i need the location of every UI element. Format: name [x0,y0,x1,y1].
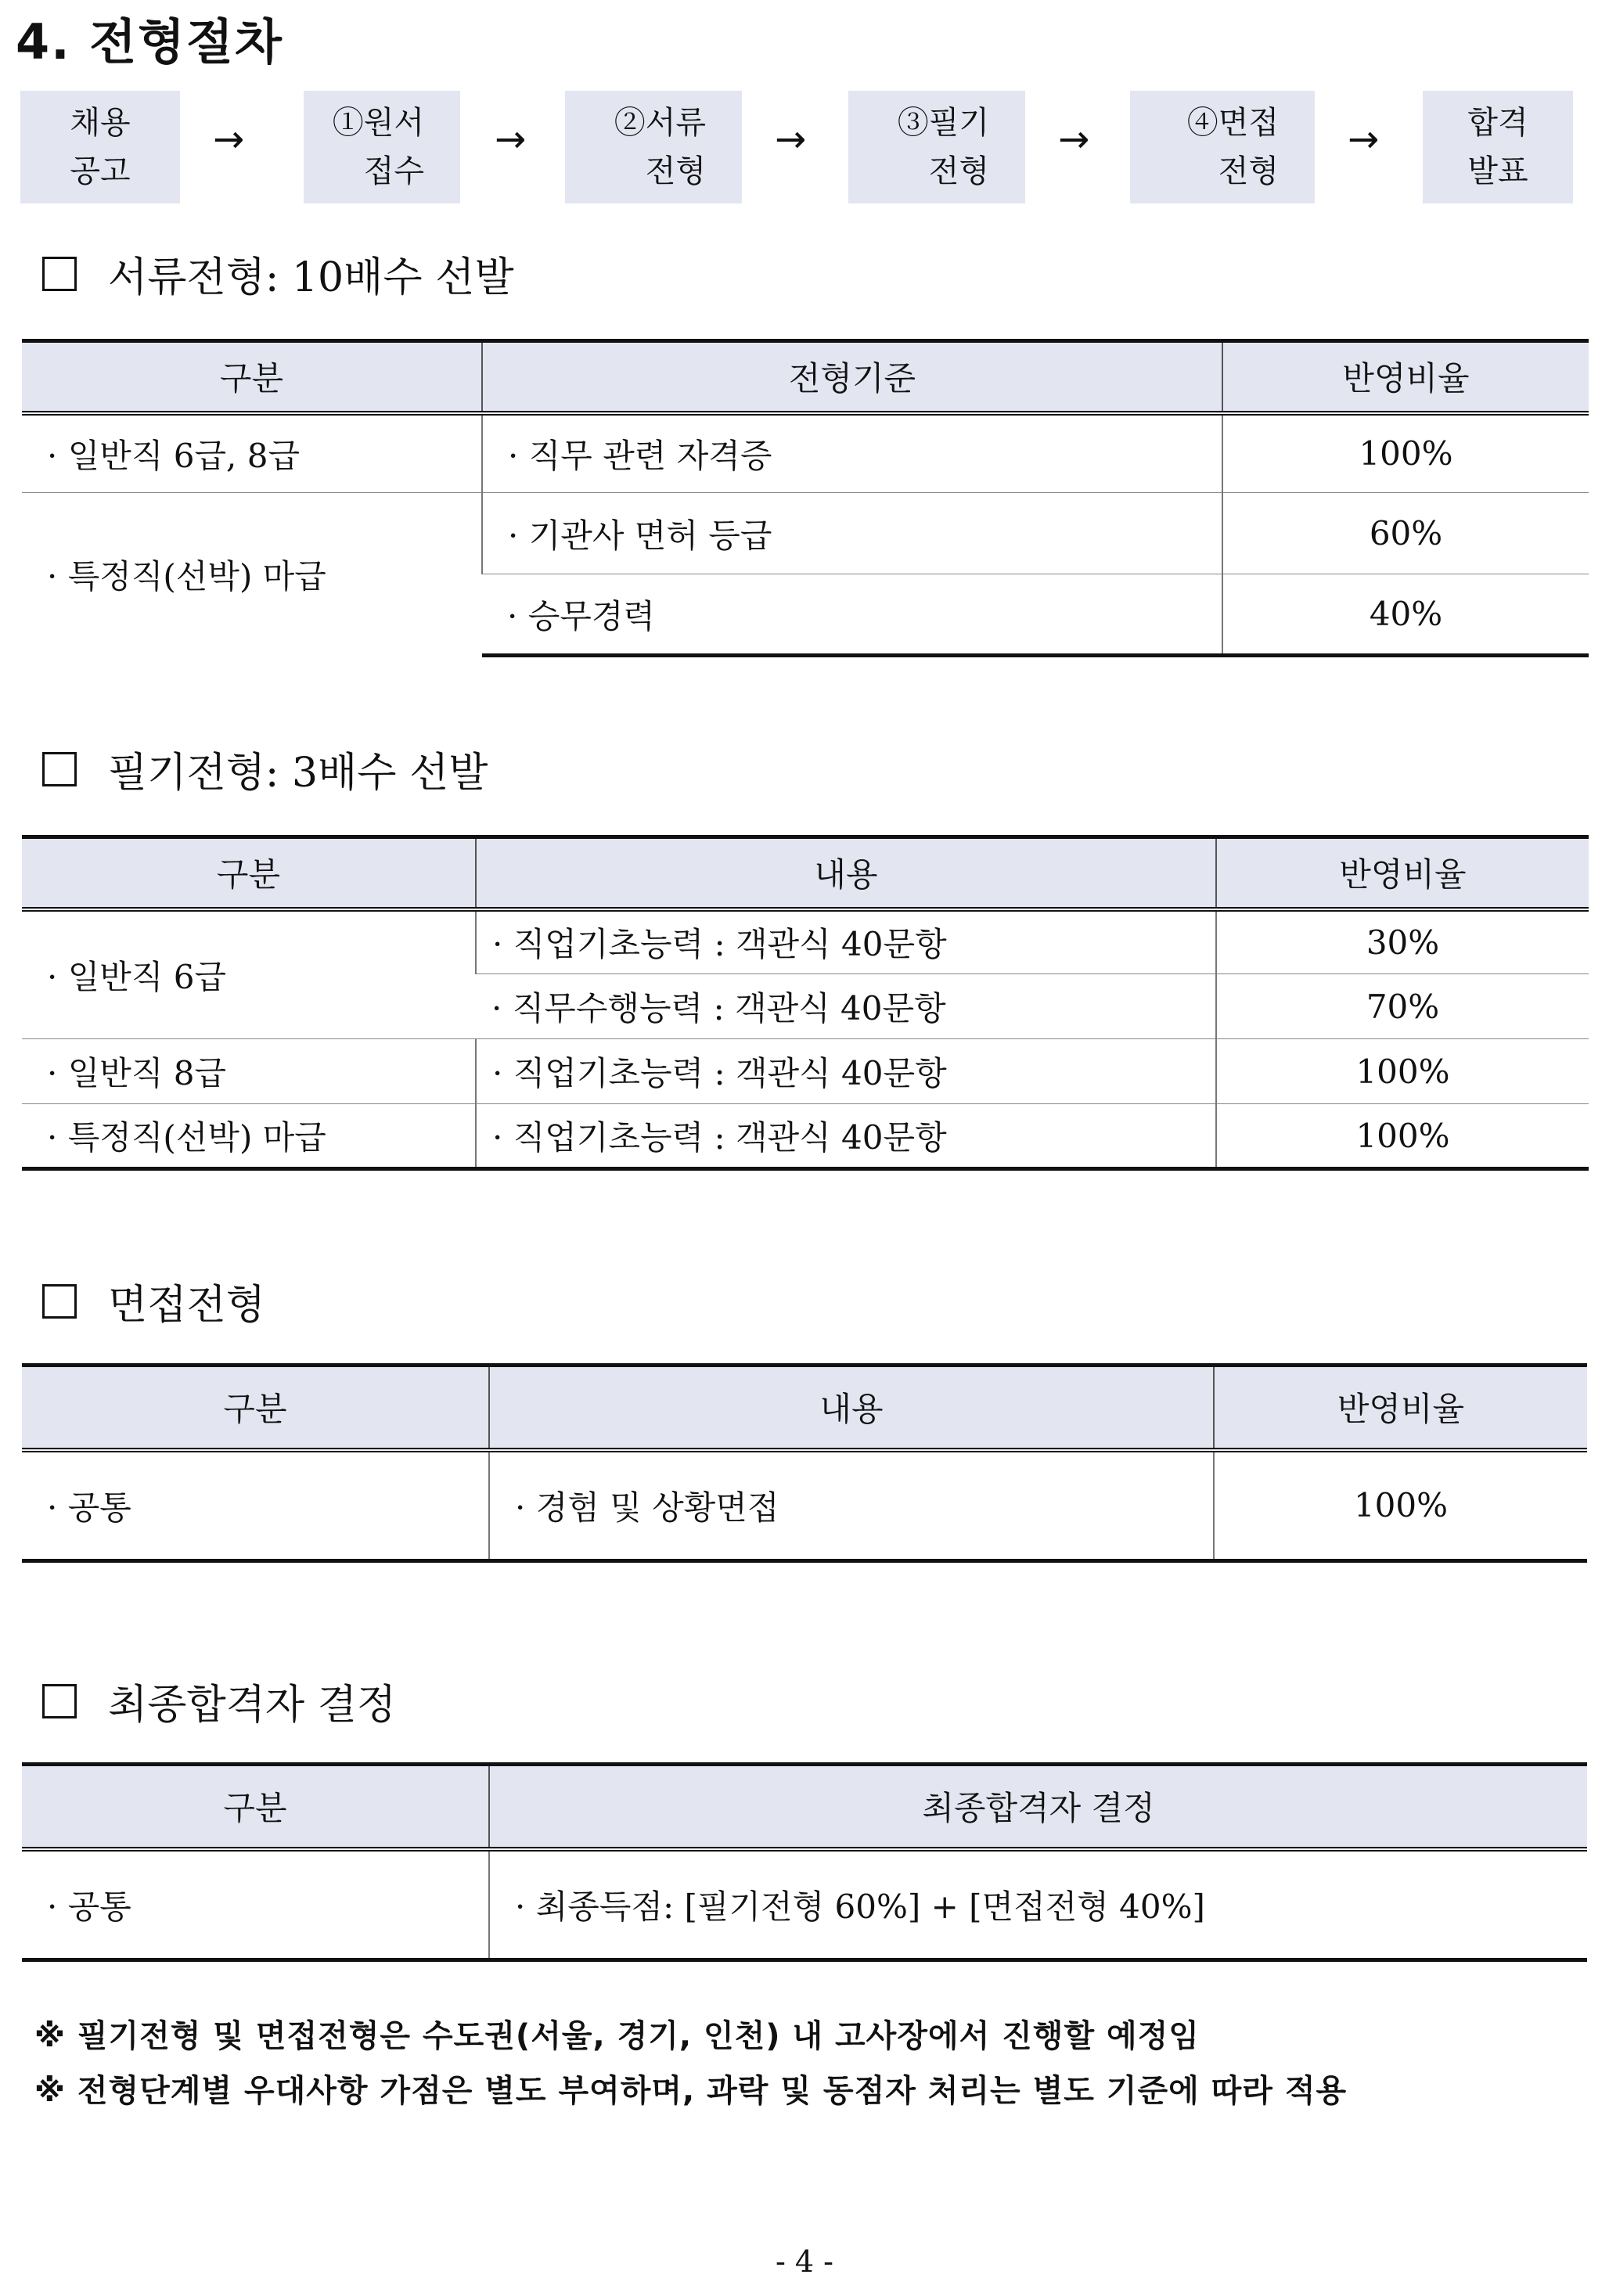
step-interview [1130,91,1315,203]
column-header: 구분 [22,1366,489,1450]
cell-criteria: · 승무경력 [482,574,1222,656]
step-line2: 발표 [1467,153,1528,189]
page-title: 4. 전형절차 [16,13,283,70]
cell-category: · 일반직 8급 [22,1039,476,1104]
cell-ratio: 40% [1222,574,1589,656]
cell-category: · 일반직 6급, 8급 [22,413,482,493]
column-header: 반영비율 [1216,837,1589,909]
cell-category: · 공통 [22,1849,489,1960]
cell-content: · 경험 및 상황면접 [489,1450,1214,1561]
step-line2: 전형 [645,153,706,189]
step-line2: 접수 [363,153,424,189]
cell-content: · 직업기초능력 : 객관식 40문항 [476,1039,1216,1104]
arrow-icon: → [213,117,245,161]
step-written-test [848,91,1025,203]
column-header: 구분 [22,341,482,413]
cell-criteria: · 직무 관련 자격증 [482,413,1222,493]
table-row [22,909,1589,974]
cell-ratio: 100% [1222,413,1589,493]
cell-ratio: 70% [1216,974,1589,1039]
column-header: 구분 [22,1765,489,1849]
section-heading-interview [42,1272,265,1330]
column-header: 구분 [22,837,476,909]
cell-category: · 일반직 6급 [22,909,476,1039]
step-recruit-notice [20,91,180,203]
step-line1: 합격 [1467,105,1528,141]
cell-category: · 특정직(선박) 마급 [22,1104,476,1169]
checkbox-icon [42,257,77,291]
cell-content: · 최종득점: [필기전형 60%] + [면접전형 40%] [489,1849,1587,1960]
cell-ratio: 100% [1216,1104,1589,1169]
section-heading-text: 최종합격자 결정 [108,1682,397,1729]
page-number: - 4 - [775,2244,833,2279]
step-line1: ④면접 [1186,105,1279,141]
note-text: ※ 전형단계별 우대사항 가점은 별도 부여하며, 과락 및 동점자 처리는 별도 기준에 따라 적용 [34,2073,1348,2109]
cell-content: · 직무수행능력 : 객관식 40문항 [476,974,1216,1039]
section-heading-text: 서류전형: 10배수 선발 [108,254,514,301]
table-row [22,1104,1589,1169]
checkbox-icon [42,752,77,786]
checkbox-icon [42,1684,77,1718]
cell-content: · 직업기초능력 : 객관식 40문항 [476,909,1216,974]
checkbox-icon [42,1284,77,1319]
document-screening-table [22,339,1589,657]
step-line2: 전형 [928,153,989,189]
step-line1: ②서류 [614,105,706,141]
arrow-icon: → [495,117,527,161]
step-final-announcement [1423,91,1573,203]
step-line1: ①원서 [332,105,424,141]
section-heading-written [42,740,488,798]
column-header: 전형기준 [482,341,1222,413]
interview-table [22,1363,1587,1563]
column-header: 반영비율 [1214,1366,1587,1450]
note-text: ※ 필기전형 및 면접전형은 수도권(서울, 경기, 인천) 내 고사장에서 진행할 예정임 [34,2018,1200,2054]
step-document-screening [565,91,742,203]
written-test-table [22,835,1589,1171]
table-row [22,1849,1587,1960]
cell-ratio: 100% [1216,1039,1589,1104]
final-decision-table [22,1762,1587,1962]
cell-ratio: 60% [1222,493,1589,574]
table-row [22,1039,1589,1104]
step-line2: 전형 [1218,153,1279,189]
arrow-icon: → [1058,117,1090,161]
section-heading-text: 면접전형 [108,1282,265,1329]
section-heading-document [42,244,514,303]
arrow-icon: → [1348,117,1380,161]
step-line1: ③필기 [897,105,989,141]
section-heading-final [42,1672,396,1730]
table-row [22,493,1589,574]
column-header: 내용 [489,1366,1214,1450]
table-row [22,1450,1587,1561]
section-heading-text: 필기전형: 3배수 선발 [108,750,488,797]
cell-content: · 직업기초능력 : 객관식 40문항 [476,1104,1216,1169]
arrow-icon: → [775,117,807,161]
table-row [22,413,1589,493]
column-header: 최종합격자 결정 [489,1765,1587,1849]
cell-category: · 공통 [22,1450,489,1561]
step-application [304,91,460,203]
cell-ratio: 30% [1216,909,1589,974]
step-line2: 공고 [70,153,131,189]
step-line1: 채용 [70,105,131,141]
column-header: 반영비율 [1222,341,1589,413]
cell-category: · 특정직(선박) 마급 [22,493,482,656]
column-header: 내용 [476,837,1216,909]
cell-criteria: · 기관사 면허 등급 [482,493,1222,574]
cell-ratio: 100% [1214,1450,1587,1561]
